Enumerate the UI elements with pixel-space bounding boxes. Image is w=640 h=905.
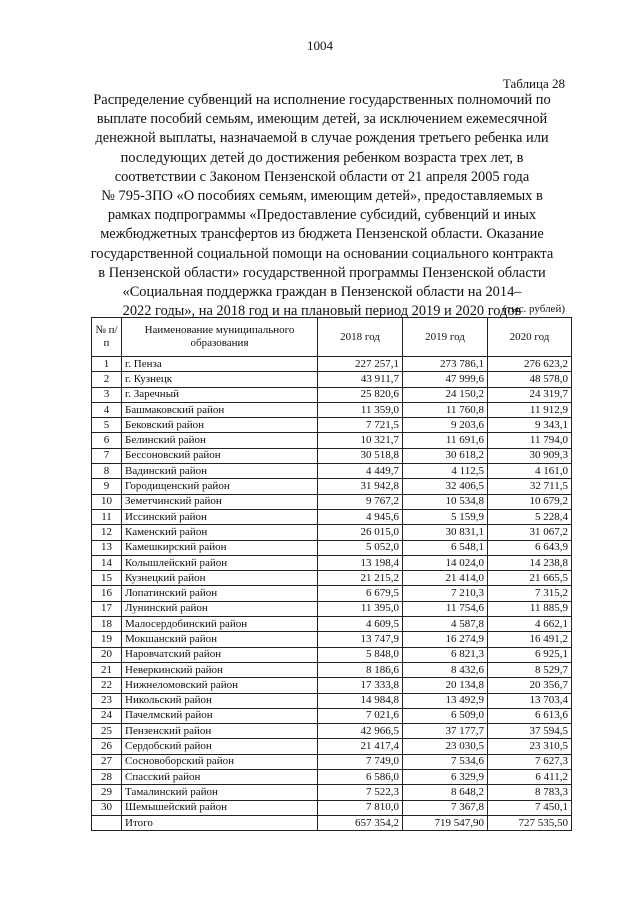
- table-label: Таблица 28: [502, 76, 565, 91]
- title-line: выплате пособий семьям, имеющим детей, за исключением ежемесячной: [96, 111, 548, 128]
- total-label: Итого: [122, 815, 318, 830]
- value-2020: 11 794,0: [488, 433, 572, 448]
- row-number: 29: [92, 785, 122, 800]
- municipality-name: Земетчинский район: [122, 494, 318, 509]
- value-2020: 4 161,0: [488, 464, 572, 479]
- value-2019: 20 134,8: [403, 678, 488, 693]
- header-num: № п/п: [92, 318, 122, 357]
- value-2019: 11 760,8: [403, 402, 488, 417]
- value-2019: 21 414,0: [403, 571, 488, 586]
- municipality-name: Малосердобинский район: [122, 617, 318, 632]
- value-2018: 7 810,0: [318, 800, 403, 815]
- value-2020: 9 343,1: [488, 418, 572, 433]
- value-2019: 6 329,9: [403, 770, 488, 785]
- value-2020: 37 594,5: [488, 724, 572, 739]
- row-number: 18: [92, 617, 122, 632]
- value-2020: 23 310,5: [488, 739, 572, 754]
- value-2018: 17 333,8: [318, 678, 403, 693]
- row-number: 25: [92, 724, 122, 739]
- units-label: (тыс. рублей): [502, 303, 565, 315]
- value-2018: 13 198,4: [318, 555, 403, 570]
- row-number: 26: [92, 739, 122, 754]
- row-number: 19: [92, 632, 122, 647]
- row-number: 5: [92, 418, 122, 433]
- municipality-name: Тамалинский район: [122, 785, 318, 800]
- table-row: [92, 662, 572, 677]
- value-2020: 11 885,9: [488, 601, 572, 616]
- value-2019: 6 821,3: [403, 647, 488, 662]
- total-num-cell: [92, 815, 122, 830]
- municipality-name: Сосновоборский район: [122, 754, 318, 769]
- value-2020: 21 665,5: [488, 571, 572, 586]
- header-2020: 2020 год: [488, 318, 572, 357]
- row-number: 30: [92, 800, 122, 815]
- row-number: 11: [92, 509, 122, 524]
- row-number: 21: [92, 662, 122, 677]
- municipality-name: Каменский район: [122, 525, 318, 540]
- title-line: межбюджетных трансфертов из бюджета Пензенской области. Оказание: [100, 226, 544, 243]
- municipality-name: Кузнецкий район: [122, 571, 318, 586]
- municipality-name: Камешкирский район: [122, 540, 318, 555]
- municipality-name: Шемышейский район: [122, 800, 318, 815]
- value-2020: 32 711,5: [488, 479, 572, 494]
- value-2018: 7 721,5: [318, 418, 403, 433]
- header-2019: 2019 год: [403, 318, 488, 357]
- page-number: 1004: [307, 38, 333, 53]
- value-2018: 26 015,0: [318, 525, 403, 540]
- municipality-name: Лунинский район: [122, 601, 318, 616]
- row-number: 22: [92, 678, 122, 693]
- value-2019: 7 367,8: [403, 800, 488, 815]
- municipality-name: Башмаковский район: [122, 402, 318, 417]
- total-2018: 657 354,2: [318, 815, 403, 830]
- value-2020: 7 627,3: [488, 754, 572, 769]
- value-2018: 7 021,6: [318, 708, 403, 723]
- value-2018: 21 215,2: [318, 571, 403, 586]
- value-2019: 6 548,1: [403, 540, 488, 555]
- table-row: [92, 433, 572, 448]
- row-number: 7: [92, 448, 122, 463]
- value-2018: 43 911,7: [318, 372, 403, 387]
- row-number: 14: [92, 555, 122, 570]
- value-2019: 32 406,5: [403, 479, 488, 494]
- table-row: [92, 693, 572, 708]
- value-2019: 11 754,6: [403, 601, 488, 616]
- value-2019: 11 691,6: [403, 433, 488, 448]
- value-2019: 5 159,9: [403, 509, 488, 524]
- table-row: [92, 571, 572, 586]
- value-2020: 6 925,1: [488, 647, 572, 662]
- table-header-row: [92, 318, 572, 357]
- value-2018: 11 395,0: [318, 601, 403, 616]
- municipality-name: Бековский район: [122, 418, 318, 433]
- value-2020: 14 238,8: [488, 555, 572, 570]
- table-row: [92, 525, 572, 540]
- subvention-table: [91, 317, 572, 831]
- row-number: 27: [92, 754, 122, 769]
- value-2020: 13 703,4: [488, 693, 572, 708]
- value-2020: 30 909,3: [488, 448, 572, 463]
- value-2019: 7 210,3: [403, 586, 488, 601]
- value-2019: 30 831,1: [403, 525, 488, 540]
- value-2020: 8 783,3: [488, 785, 572, 800]
- municipality-name: Сердобский район: [122, 739, 318, 754]
- row-number: 23: [92, 693, 122, 708]
- value-2020: 11 912,9: [488, 402, 572, 417]
- table-row: [92, 540, 572, 555]
- value-2019: 10 534,8: [403, 494, 488, 509]
- municipality-name: Белинский район: [122, 433, 318, 448]
- value-2019: 23 030,5: [403, 739, 488, 754]
- value-2020: 16 491,2: [488, 632, 572, 647]
- municipality-name: Бессоновский район: [122, 448, 318, 463]
- value-2018: 7 749,0: [318, 754, 403, 769]
- table-row: [92, 724, 572, 739]
- value-2019: 8 648,2: [403, 785, 488, 800]
- value-2018: 14 984,8: [318, 693, 403, 708]
- table-row: [92, 555, 572, 570]
- table-row: [92, 418, 572, 433]
- municipality-name: Пензенский район: [122, 724, 318, 739]
- title-line: государственной социальной помощи на основании социального контракта: [90, 245, 554, 262]
- row-number: 2: [92, 372, 122, 387]
- table-row: [92, 601, 572, 616]
- value-2020: 6 613,6: [488, 708, 572, 723]
- row-number: 9: [92, 479, 122, 494]
- municipality-name: г. Заречный: [122, 387, 318, 402]
- row-number: 15: [92, 571, 122, 586]
- table-row: [92, 647, 572, 662]
- value-2019: 273 786,1: [403, 357, 488, 372]
- value-2020: 31 067,2: [488, 525, 572, 540]
- table-row: [92, 678, 572, 693]
- value-2020: 7 450,1: [488, 800, 572, 815]
- value-2018: 21 417,4: [318, 739, 403, 754]
- value-2020: 24 319,7: [488, 387, 572, 402]
- title-line: Распределение субвенций на исполнение государственных полномочий по: [93, 92, 551, 108]
- row-number: 8: [92, 464, 122, 479]
- table-row: [92, 754, 572, 769]
- row-number: 24: [92, 708, 122, 723]
- municipality-name: Никольский район: [122, 693, 318, 708]
- table-row: [92, 387, 572, 402]
- value-2019: 14 024,0: [403, 555, 488, 570]
- value-2020: 8 529,7: [488, 662, 572, 677]
- table-row: [92, 494, 572, 509]
- value-2018: 6 586,0: [318, 770, 403, 785]
- value-2019: 16 274,9: [403, 632, 488, 647]
- municipality-name: Городищенский район: [122, 479, 318, 494]
- table-row: [92, 509, 572, 524]
- title-line: последующих детей до достижения ребенком возраста трех лет, в: [120, 149, 524, 166]
- value-2018: 6 679,5: [318, 586, 403, 601]
- table-row: [92, 770, 572, 785]
- row-number: 10: [92, 494, 122, 509]
- value-2019: 6 509,0: [403, 708, 488, 723]
- value-2019: 4 112,5: [403, 464, 488, 479]
- value-2019: 8 432,6: [403, 662, 488, 677]
- value-2018: 25 820,6: [318, 387, 403, 402]
- row-number: 20: [92, 647, 122, 662]
- value-2020: 48 578,0: [488, 372, 572, 387]
- total-row: [92, 815, 572, 830]
- value-2018: 227 257,1: [318, 357, 403, 372]
- table-row: [92, 357, 572, 372]
- header-2018: 2018 год: [318, 318, 403, 357]
- table-row: [92, 708, 572, 723]
- municipality-name: Спасский район: [122, 770, 318, 785]
- value-2018: 13 747,9: [318, 632, 403, 647]
- row-number: 17: [92, 601, 122, 616]
- table-row: [92, 632, 572, 647]
- title-line: № 795-ЗПО «О пособиях семьям, имеющим детей», предоставляемых в: [101, 188, 543, 205]
- value-2018: 5 052,0: [318, 540, 403, 555]
- title-line: соответствии с Законом Пензенской области от 21 апреля 2005 года: [114, 168, 530, 185]
- municipality-name: Мокшанский район: [122, 632, 318, 647]
- value-2018: 10 321,7: [318, 433, 403, 448]
- value-2018: 5 848,0: [318, 647, 403, 662]
- document-title: [72, 91, 572, 321]
- value-2018: 30 518,8: [318, 448, 403, 463]
- value-2018: 4 609,5: [318, 617, 403, 632]
- municipality-name: Вадинский район: [122, 464, 318, 479]
- value-2020: 5 228,4: [488, 509, 572, 524]
- municipality-name: г. Кузнецк: [122, 372, 318, 387]
- value-2019: 30 618,2: [403, 448, 488, 463]
- row-number: 3: [92, 387, 122, 402]
- value-2018: 9 767,2: [318, 494, 403, 509]
- total-2019: 719 547,90: [403, 815, 488, 830]
- row-number: 4: [92, 402, 122, 417]
- total-2020: 727 535,50: [488, 815, 572, 830]
- table-row: [92, 739, 572, 754]
- value-2020: 276 623,2: [488, 357, 572, 372]
- value-2018: 4 449,7: [318, 464, 403, 479]
- value-2018: 11 359,0: [318, 402, 403, 417]
- title-line: в Пензенской области» государственной программы Пензенской области: [98, 264, 546, 281]
- value-2020: 4 662,1: [488, 617, 572, 632]
- value-2018: 42 966,5: [318, 724, 403, 739]
- row-number: 6: [92, 433, 122, 448]
- table-row: [92, 464, 572, 479]
- municipality-name: г. Пенза: [122, 357, 318, 372]
- table-row: [92, 479, 572, 494]
- value-2020: 7 315,2: [488, 586, 572, 601]
- value-2018: 31 942,8: [318, 479, 403, 494]
- value-2019: 4 587,8: [403, 617, 488, 632]
- table-row: [92, 586, 572, 601]
- title-line: 2022 годы», на 2018 год и на плановый период 2019 и 2020 годов: [122, 303, 522, 320]
- table-row: [92, 617, 572, 632]
- row-number: 16: [92, 586, 122, 601]
- value-2019: 24 150,2: [403, 387, 488, 402]
- municipality-name: Пачелмский район: [122, 708, 318, 723]
- table-row: [92, 785, 572, 800]
- title-line: денежной выплаты, назначаемой в случае рождения третьего ребенка или: [95, 130, 549, 147]
- row-number: 1: [92, 357, 122, 372]
- header-name: Наименование муниципального образования: [122, 318, 318, 357]
- value-2019: 47 999,6: [403, 372, 488, 387]
- municipality-name: Иссинский район: [122, 509, 318, 524]
- value-2019: 13 492,9: [403, 693, 488, 708]
- table-row: [92, 402, 572, 417]
- table-row: [92, 800, 572, 815]
- value-2020: 6 411,2: [488, 770, 572, 785]
- value-2019: 7 534,6: [403, 754, 488, 769]
- value-2020: 6 643,9: [488, 540, 572, 555]
- title-line: рамках подпрограммы «Предоставление субсидий, субвенций и иных: [107, 207, 537, 224]
- value-2020: 20 356,7: [488, 678, 572, 693]
- title-line: «Социальная поддержка граждан в Пензенской области на 2014–: [122, 284, 522, 301]
- table-row: [92, 448, 572, 463]
- value-2020: 10 679,2: [488, 494, 572, 509]
- value-2018: 4 945,6: [318, 509, 403, 524]
- value-2018: 7 522,3: [318, 785, 403, 800]
- municipality-name: Колышлейский район: [122, 555, 318, 570]
- municipality-name: Нижнеломовский район: [122, 678, 318, 693]
- municipality-name: Лопатинский район: [122, 586, 318, 601]
- value-2018: 8 186,6: [318, 662, 403, 677]
- municipality-name: Наровчатский район: [122, 647, 318, 662]
- value-2019: 37 177,7: [403, 724, 488, 739]
- value-2019: 9 203,6: [403, 418, 488, 433]
- row-number: 12: [92, 525, 122, 540]
- row-number: 13: [92, 540, 122, 555]
- row-number: 28: [92, 770, 122, 785]
- table-row: [92, 372, 572, 387]
- municipality-name: Неверкинский район: [122, 662, 318, 677]
